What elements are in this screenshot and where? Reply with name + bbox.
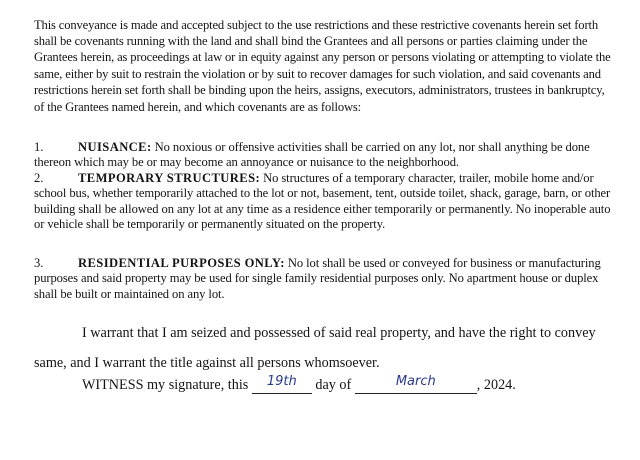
witness-prefix: WITNESS my signature, this <box>82 377 249 393</box>
covenant-nuisance <box>34 140 612 171</box>
month-blank[interactable] <box>355 374 477 394</box>
warranty-text: I warrant that I am seized and possessed of said real property, and have the right to convey same, and I warrant the title against all persons whomsoever. <box>34 325 596 371</box>
covenant-number: 2. <box>34 171 44 185</box>
month-handwritten: March <box>395 374 436 389</box>
witness-line <box>82 374 622 396</box>
warranty-paragraph <box>34 318 614 378</box>
conveyance-paragraph: This conveyance is made and accepted subject to the use restrictions and these restrictive covenants herein set forth shall be covenants running with the land and shall bind the Grantees and all persons or parties claiming under the Grantees herein, as proceedings at law or in equity against any person or persons violating or attempting to violate the same, either by suit to restrain the violation or by suit to recover damages for such violation, and said covenants and restrictions herein set forth shall be binding upon the heirs, assigns, executors, administrators, trustees in bankruptcy, of the Grantees named herein, and which covenants are as follows: <box>34 17 611 114</box>
covenant-number: 3. <box>34 256 44 270</box>
covenant-heading: TEMPORARY STRUCTURES: <box>78 171 261 185</box>
day-handwritten: 19th <box>266 374 297 389</box>
covenant-text: No structures of a temporary character, trailer, mobile home and/or school bus, whether temporarily attached to the lot or not, basement, tent, outside toilet, shack, garage, barn, or other building shall be allowed on any lot at any time as a residence either temporarily or permanently. No inoperable auto or vehicle shall be temporarily or permanently situated on the property. <box>34 171 611 231</box>
covenant-residential-purposes <box>34 256 612 302</box>
covenant-heading: RESIDENTIAL PURPOSES ONLY: <box>78 256 285 270</box>
covenant-text: No noxious or offensive activities shall be carried on any lot, nor shall anything be done thereon which may be or may become an annoyance or nuisance to the neighborhood. <box>34 140 590 170</box>
covenant-temporary-structures <box>34 171 612 232</box>
covenant-text: No lot shall be used or conveyed for business or manufacturing purposes and said property may be used for single family residential purposes only. No apartment house or duplex shall be built or maintained on any lot. <box>34 256 601 301</box>
covenant-heading: NUISANCE: <box>78 140 152 154</box>
witness-suffix: , 2024. <box>476 377 516 393</box>
witness-middle: day of <box>315 377 352 393</box>
day-blank[interactable] <box>252 374 312 394</box>
covenant-number: 1. <box>34 140 44 154</box>
